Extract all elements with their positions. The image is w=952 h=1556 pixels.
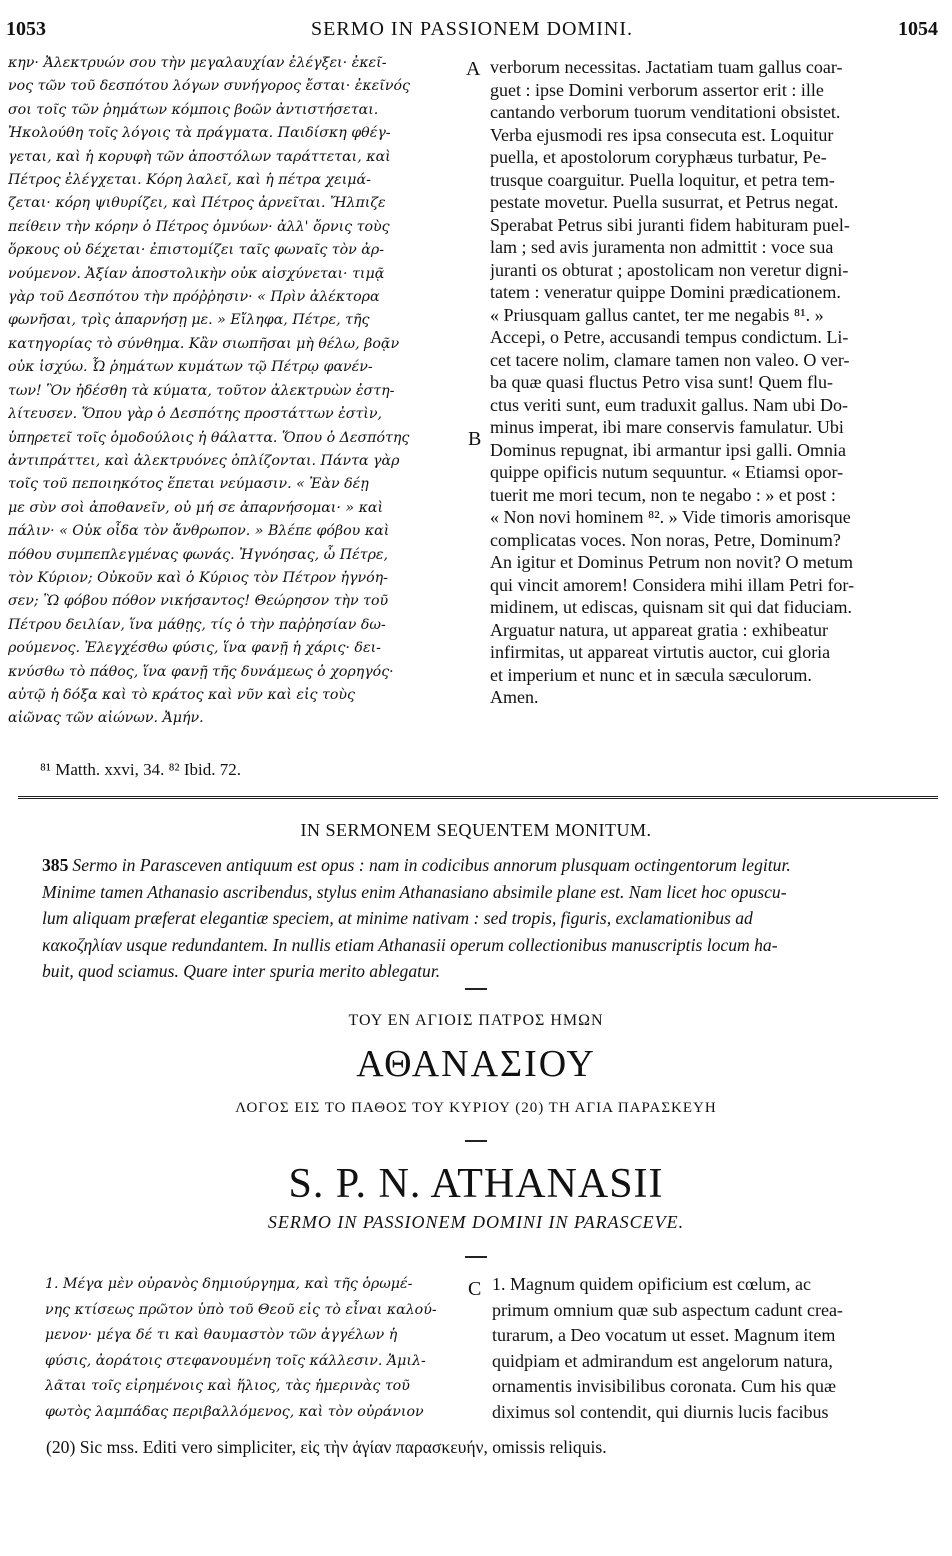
latin-text-line: verborum necessitas. Jactatiam tuam gallus coar- [490,57,843,77]
latin-text-line: pestate movetur. Puella susurrat, et Petrus negat. [490,192,839,212]
latin-text-line: An igitur et Dominus Petrum non novit? O metum [490,552,853,572]
section-marker-a: A [466,58,481,80]
greek-text-line: Πέτρος ἐλέγχεται. Κόρη λαλεῖ, καὶ ἡ πέτρα χειμά- [8,172,371,189]
greek-text-line: φύσις, ἀοράτοις στεφανουμένη τοῖς κάλλεσιν. Ἁμιλ- [45,1352,426,1369]
latin-text-line: 1. Magnum quidem opificium est cœlum, ac [492,1274,811,1294]
monitum-line [42,879,934,906]
greek-text-line: Πέτρου δειλίαν, ἵνα μάθῃς, τίς ὁ τὴν παῤῥησίαν δω- [8,616,386,633]
greek-text-line: 1. Μέγα μὲν οὐρανὸς δημιούργημα, καὶ τῆς ὁρωμέ- [45,1276,413,1292]
monitum-line [42,852,934,879]
greek-text-line: γεται, καὶ ἡ κορυφὴ τῶν ἀποστόλων ταράττεται, καὶ [8,148,391,165]
short-divider [465,988,487,990]
greek-text-line: τοῖς τοῦ πεποιηκότος ἕπεται νεύμασιν. « Ἐὰν δέῃ [8,476,369,493]
latin-text-line: trusque coarguitur. Puella loquitur, et petra tem- [490,169,835,190]
page-number-left: 1053 [6,18,46,40]
greek-text-line: κνύσθω τὸ πάθος, ἵνα φανῇ τῆς δυνάμεως ὁ χορηγός· [8,663,394,680]
latin-text-line: puella, et apostolorum coryphæus turbatur, Pe- [490,147,827,167]
latin-text-line: turarum, a Deo vocatum ut esset. Magnum item [492,1325,836,1346]
greek-text-line: ὑπηρετεῖ τοῖς ὁμοδούλοις ἡ θάλαττα. Ὅπου ὁ Δεσπότης [8,429,410,446]
greek-text-line: νης κτίσεως πρῶτον ὑπὸ τοῦ Θεοῦ εἰς τὸ εἶναι καλού- [45,1301,437,1318]
latin-text-line: ornamentis invisibilibus coronata. Cum his quæ [492,1376,836,1397]
greek-text-line: οὐκ ἰσχύω. Ὦ ῥημάτων κυμάτων τῷ Πέτρῳ φανέν- [8,359,373,376]
greek-text-line: αὐτῷ ἡ δόξα καὶ τὸ κράτος καὶ νῦν καὶ εἰς τοὺς [8,686,355,703]
latin-text-line: quippe opificis nutum sequuntur. « Etiamsi opor- [490,462,844,482]
greek-text-line: πάλιν· « Οὐκ οἶδα τὸν ἄνθρωπον. » Βλέπε φόβου καὶ [8,523,390,540]
monitum-title: IN SERMONEM SEQUENTEM MONITUM. [300,820,652,840]
latin-text-line: ctus veriti sunt, eum traduxit gallus. Nam ubi Do- [490,394,848,415]
latin-column-top [490,56,934,709]
greek-text-line: μενον· μέγα δέ τι καὶ θαυμαστὸν τῶν ἀγγέλων ἡ [45,1327,398,1344]
latin-text-line: guet : ipse Domini verborum assertor erit : ille [490,79,824,100]
greek-text-line: νος τῶν τοῦ δεσπότου λόγων συνήγορος ἔσται· ἐκεῖνός [8,78,410,95]
greek-text-line: των! Ὃν ἠδέσθη τὰ κύματα, τοῦτον ἀλεκτρυὼν ἐστη- [8,382,395,399]
latin-text-line: Accepi, o Petre, accusandi tempus condictum. Li- [490,327,849,347]
latin-text-line: juranti os obturat ; apostolicam non veretur digni- [490,259,849,280]
latin-column-bottom [492,1272,934,1426]
greek-text-line: φωνῆσαι, τρὶς ἀπαρνήσῃ με. » Εἴληφα, Πέτρε, τῆς [8,312,370,329]
greek-text-line: κην· Ἀλεκτρυών σου τὴν μεγαλαυχίαν ἐλέγξει· ἐκεῖ- [8,55,387,71]
latin-text-line: tatem : veneratur quippe Domini prædicationem. [490,282,841,302]
latin-text-line: Verba ejusmodi res ipsa consecuta est. Loquitur [490,124,834,145]
greek-text-line: σοι τοῖς τῶν ῥημάτων κόμποις βοῶν ἀντιστήσεται. [8,101,379,118]
monitum-line-text: Minime tamen Athanasio ascribendus, stylus enim Athanasiano absimile plane est. Nam licet hoc opuscu- [42,881,787,902]
greek-column-bottom [45,1272,460,1426]
latin-text-line: quidpiam et admirandum est angelorum natura, [492,1350,833,1371]
greek-author-name: ΑΘΑΝΑΣΙΟΥ [356,1043,596,1085]
latin-text-line: primum omnium quæ sub aspectum cadunt crea- [492,1299,843,1320]
greek-text-line: τὸν Κύριον; Οὐκοῦν καὶ ὁ Κύριος τὸν Πέτρον ἠγνόη- [8,569,388,586]
latin-text-line: et imperium et nunc et in sæcula sæculorum. [490,664,812,685]
section-divider [18,796,938,799]
monitum-line-text: lum aliquam præferat elegantiæ speciem, at minime nativam : sed tropis, figuris, exclamationibus ad [42,908,753,928]
footnote-top: ⁸¹ Matth. xxvi, 34. ⁸² Ibid. 72. [40,760,242,779]
greek-text-line: φωτὸς λαμπάδας περιβαλλόμενος, καὶ τὸν οὐράνιον [45,1403,424,1420]
page-header [6,18,938,46]
greek-text-line: αἰῶνας τῶν αἰώνων. Ἀμήν. [8,710,204,727]
monitum-line-text: κακοζηλίαν usque redundantem. In nullis etiam Athanasii operum collectionibus manuscriptis locum ha- [42,934,778,955]
latin-text-line: complicatas voces. Non noras, Petre, Dominum? [490,529,841,550]
monitum-line-text: Sermo in Parasceven antiquum est opus : nam in codicibus annorum plusquam octingentorum legitur. [72,855,791,875]
latin-text-line: cet tacere nolim, clamare tamen non valeo. O ver- [490,349,850,370]
short-divider [465,1140,487,1142]
latin-subtitle: SERMO IN PASSIONEM DOMINI IN PARASCEVE. [267,1212,685,1232]
latin-text-line: « Non novi hominem ⁸². » Vide timoris amorisque [490,507,851,527]
latin-text-line: Arguatur natura, ut appareat gratia : exhibeatur [490,619,829,640]
monitum-line [42,958,934,985]
greek-text-line: πείθειν τὴν κόρην ὁ Πέτρος ὀμνύων· ἀλλ' ὄρνις τοὺς [8,218,390,235]
latin-text-line: midinem, ut ediscas, quisnam sit qui dat fiduciam. [490,597,852,617]
latin-text-line: Dominus repugnat, ibi armantur ipsi galli. Omnia [490,439,846,460]
section-marker-c: C [468,1278,482,1300]
greek-text-line: πόθου συμπεπλεγμένας φωνάς. Ἠγνόησας, ὦ Πέτρε, [8,546,389,563]
greek-text-line: κατηγορίας τὸ σύνθημα. Κἂν σιωπῆσαι μὴ θέλω, βοᾷν [8,335,400,352]
greek-text-line: με σὺν σοὶ ἀποθανεῖν, οὐ μή σε ἀπαρνήσομαι· » καὶ [8,499,384,516]
greek-text-line: ἀντιπράττει, καὶ ἀλεκτρυόνες ὁπλίζονται. Πάντα γὰρ [8,452,400,469]
monitum-line [42,905,934,932]
latin-text-line: cantando verborum tuorum venditationi obsistet. [490,102,841,122]
greek-text-line: ζεται· κόρη ψιθυρίζει, καὶ Πέτρος ἀρνεῖται. Ἤλπιζε [8,195,386,212]
short-divider [465,1256,487,1258]
latin-author-name: S. P. N. ATHANASII [288,1161,664,1207]
greek-superscription: ΤΟΥ ΕΝ ΑΓΙΟΙΣ ΠΑΤΡΟΣ ΗΜΩΝ [348,1012,604,1029]
greek-text-line: λᾶται τοῖς εἰρημένοις καὶ ἥλιος, τὰς ἡμερινὰς τοῦ [45,1378,410,1395]
running-title: SERMO IN PASSIONEM DOMINI. [311,18,633,40]
latin-text-line: Amen. [490,687,539,707]
footnote-bottom: (20) Sic mss. Editi vero simpliciter, εἰς τὴν ἁγίαν παρασκευήν, omissis reliquis. [46,1437,607,1457]
monitum-line [42,932,934,959]
greek-text-line: γὰρ τοῦ Δεσπότου τὴν πρόῤῥησιν· « Πρὶν ἀλέκτορα [8,289,380,306]
latin-text-line: diximus sol contendit, qui diurnis lucis facibus [492,1401,829,1422]
latin-text-line: qui vincit amorem! Considera mihi illam Petri for- [490,574,855,595]
greek-text-line: ρούμενος. Ἐλεγχέσθω φύσις, ἵνα φανῇ ἡ χάρις· δει- [8,640,381,657]
greek-text-line: ὅρκους οὐ δέχεται· ἐπιστομίζει ταῖς φωναῖς τὸν ἀρ- [8,242,385,259]
latin-text-line: minus imperat, ibi mare conservis famulatur. Ubi [490,417,844,437]
latin-text-line: ba quæ quasi fluctus Petro visa sunt! Quem flu- [490,372,833,392]
greek-column-top [8,52,460,731]
latin-text-line: infirmitas, ut appareat virtutis auctor, cui gloria [490,642,831,662]
section-marker-b: B [468,428,482,450]
page-number-right: 1054 [898,18,938,40]
column-number: 385 [42,855,69,875]
latin-text-line: lam ; sed avis juramenta non admittit : voce sua [490,237,834,257]
greek-subtitle: ΛΟΓΟΣ ΕΙΣ ΤΟ ΠΑΘΟΣ ΤΟΥ ΚΥΡΙΟΥ (20) ΤΗ ΑΓΙΑ ΠΑΡΑΣΚΕΥΗ [235,1100,717,1116]
latin-text-line: « Priusquam gallus cantet, ter me negabis ⁸¹. » [490,304,824,325]
monitum-text [42,852,934,985]
greek-text-line: Ἠκολούθη τοῖς λόγοις τὰ πράγματα. Παιδίσκη φθέγ- [8,125,391,142]
latin-text-line: Sperabat Petrus sibi juranti fidem habituram puel- [490,214,850,235]
greek-text-line: λίτευσεν. Ὅπου γὰρ ὁ Δεσπότης προστάττων ἐστὶν, [8,406,383,423]
greek-text-line: νούμενον. Ἀξίαν ἀποστολικὴν οὐκ αἰσχύνεται· τιμᾷ [8,265,385,282]
monitum-line-text: buit, quod sciamus. Quare inter spuria merito ablegatur. [42,961,441,981]
greek-text-line: σεν; Ὢ φόβου πόθον νικήσαντος! Θεώρησον τὴν τοῦ [8,593,389,610]
latin-text-line: tuerit me mori tecum, non te negabo : » et post : [490,484,836,505]
